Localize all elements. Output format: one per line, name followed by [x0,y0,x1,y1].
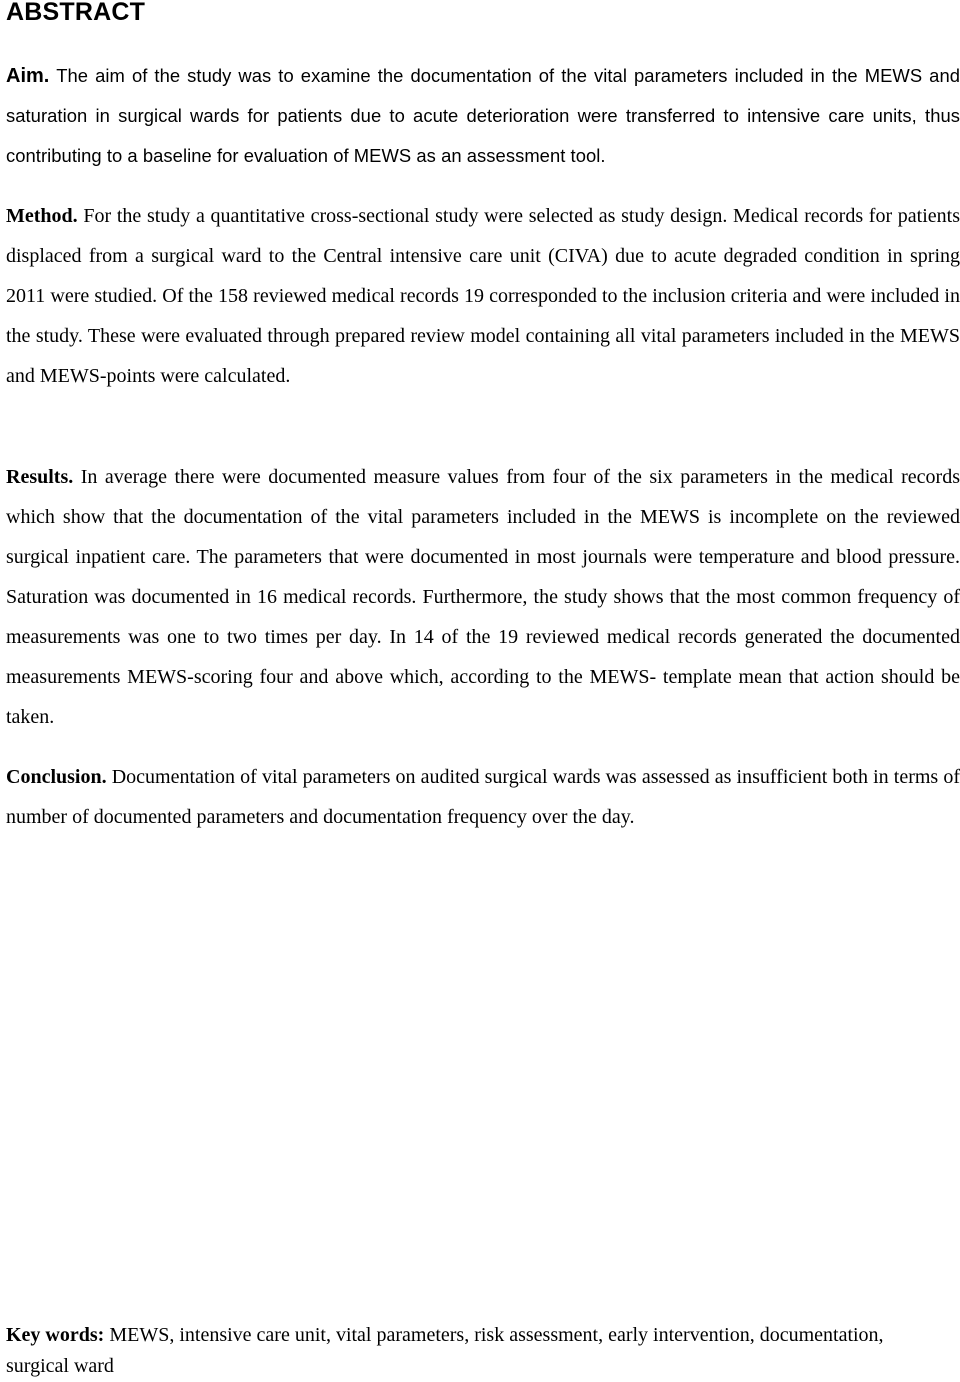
conclusion-paragraph [6,757,960,837]
results-label: Results. [6,466,74,488]
method-text: For the study a quantitative cross-sectional study were selected as study design. Medical records for patients displaced from a surgical ward to the Central intensive care unit (CIVA) due to acute degraded condition in spring 2011 were studied. Of the 158 reviewed medical records 19 corresponded to the inclusion criteria and were included in the study. These were evaluated through prepared review model containing all vital parameters included in the MEWS and MEWS-points were calculated. [6,205,960,387]
aim-text: The aim of the study was to examine the documentation of the vital parameters included in the MEWS and saturation in surgical wards for patients due to acute deterioration were transferred to intensive care units, thus contributing to a baseline for evaluation of MEWS as an assessment tool. [6,65,960,166]
conclusion-label: Conclusion. [6,766,107,788]
conclusion-text: Documentation of vital parameters on audited surgical wards was assessed as insufficient both in terms of number of documented parameters and documentation frequency over the day. [6,766,960,828]
method-paragraph [6,196,960,396]
abstract-heading: ABSTRACT [6,0,146,26]
method-label: Method. [6,205,78,227]
aim-paragraph [6,56,960,176]
aim-label: Aim. [6,65,50,87]
keywords-label: Key words: [6,1324,105,1346]
results-paragraph [6,457,960,737]
keywords-text: MEWS, intensive care unit, vital parameters, risk assessment, early intervention, documentation, surgical ward [6,1324,884,1377]
results-text: In average there were documented measure values from four of the six parameters in the medical records which show that the documentation of the vital parameters included in the MEWS is incomplete on the reviewed surgical inpatient care. The parameters that were documented in most journals were temperature and blood pressure. Saturation was documented in 16 medical records. Furthermore, the study shows that the most common frequency of measurements was one to two times per day. In 14 of the 19 reviewed medical records generated the documented measurements MEWS-scoring four and above which, according to the MEWS- template mean that action should be taken. [6,466,960,728]
